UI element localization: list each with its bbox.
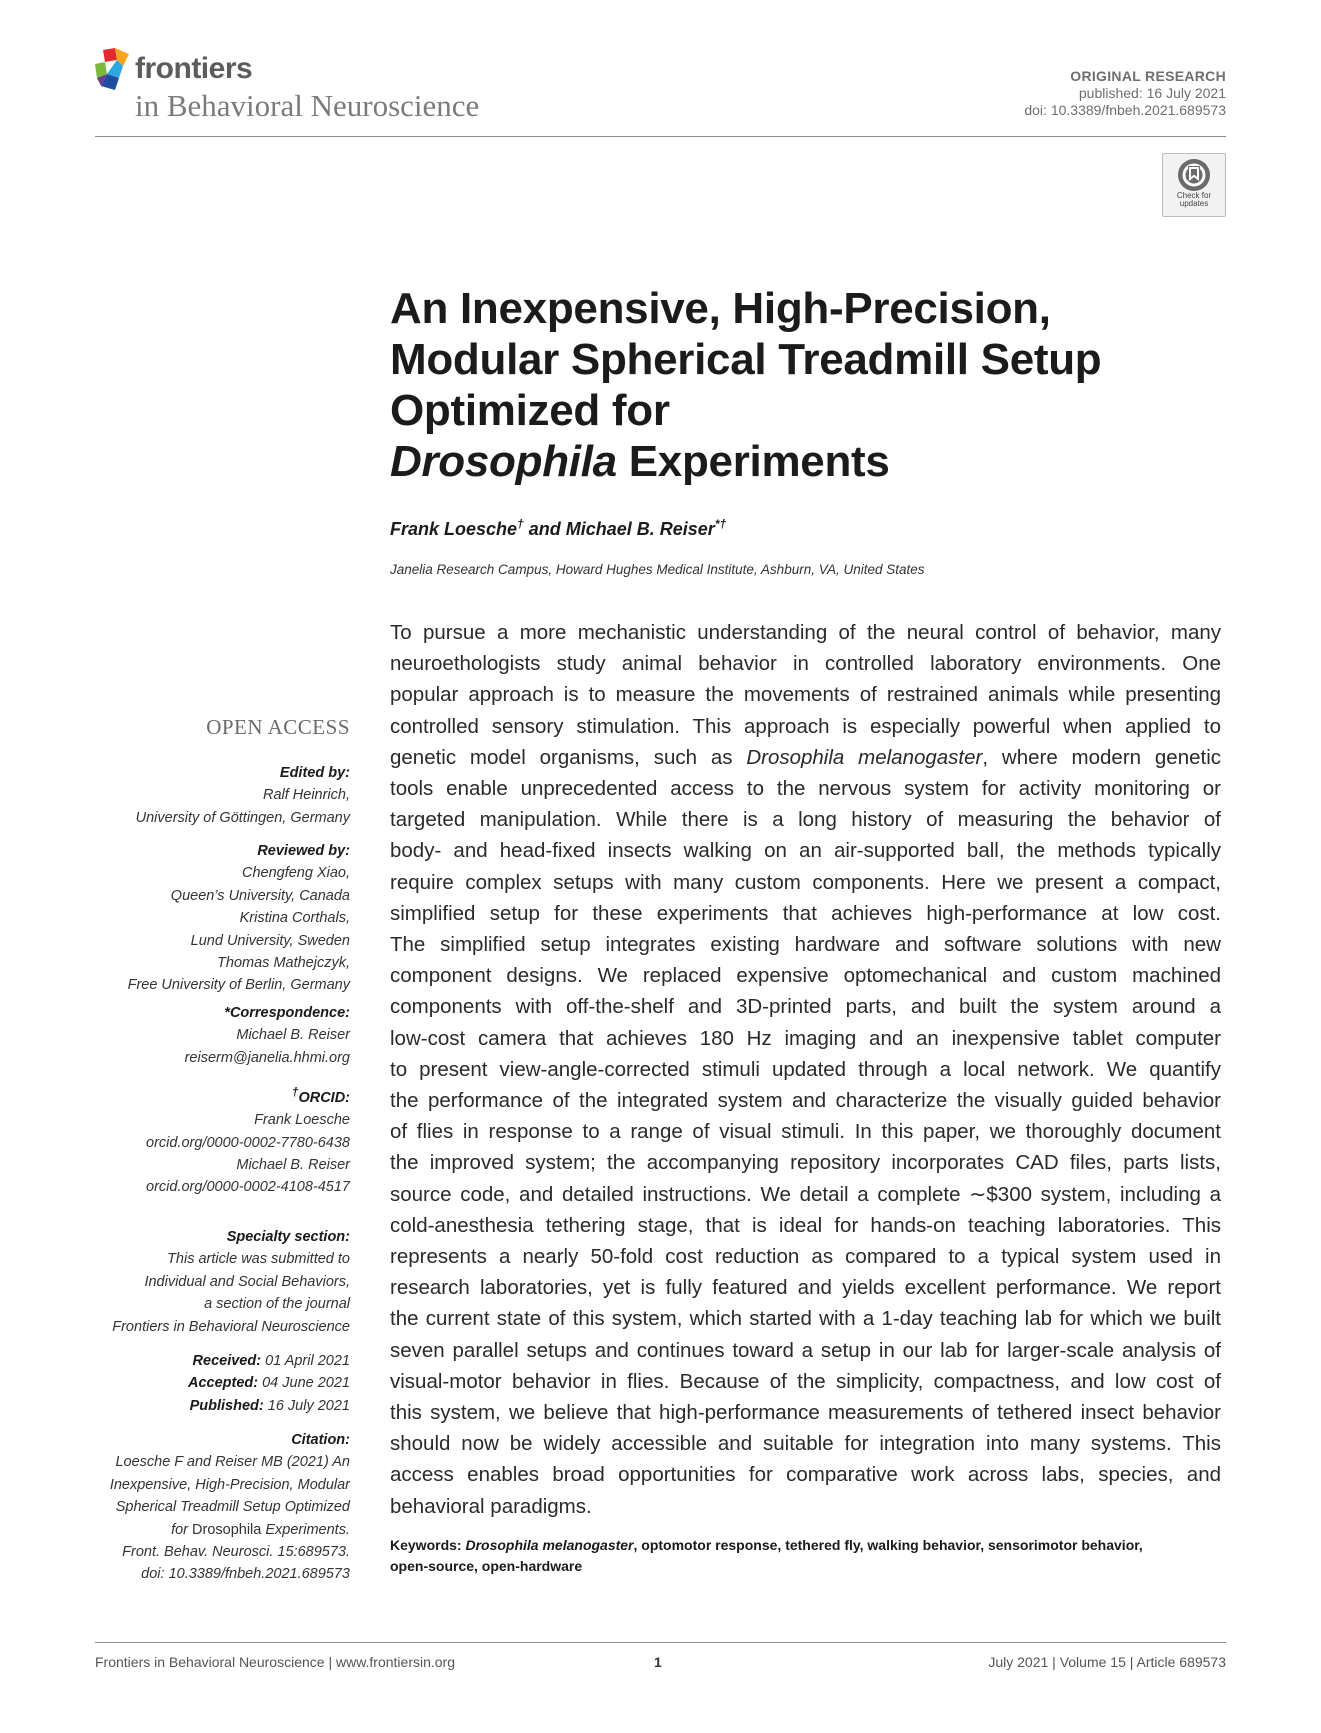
author-1-mark: † [517,517,524,531]
abstract-line: To pursue a more mechanistic understanding of the neural control of behavior, many [390,621,1221,644]
author-join: and [523,519,566,539]
abstract-italic: Drosophila melanogaster [746,745,983,769]
received-label: Received: [192,1353,262,1369]
received-line [50,1350,350,1372]
reviewer-line: Chengfeng Xiao, [241,865,350,882]
published-date: 16 July 2021 [263,1397,350,1414]
abstract-line: of flies in response to a range of visual stimuli. In this paper, we thoroughly document [390,1120,1221,1144]
editor-affiliation: University of Göttingen, Germany [135,809,350,826]
reviewer-line: Queen’s University, Canada [170,887,350,904]
orcid-block [50,1081,350,1199]
article-type: ORIGINAL RESEARCH [1070,68,1226,84]
page-number: 1 [654,1654,662,1670]
abstract-line: simplified setup for these experiments that achieves high-performance at low cost. [390,901,1221,925]
specialty-line: This article was submitted to [167,1251,350,1268]
keyword-italic: Drosophila melanogaster [465,1537,634,1553]
published-line [50,1395,350,1417]
accepted-label: Accepted: [187,1375,259,1392]
abstract-line: body- and head-fixed insects walking on an air-supported ball, the methods typically [390,839,1221,863]
abstract-line: research laboratories, yet is fully featured and yields excellent performance. We report [390,1276,1221,1300]
orcid-line: Michael B. Reiser [236,1157,350,1174]
citation-experiments: Experiments. [261,1521,350,1538]
dates-block [50,1350,350,1417]
keywords-label: Keywords: [390,1537,466,1553]
specialty-block [50,1226,350,1338]
citation-block [50,1429,350,1586]
reviewer-line: Free University of Berlin, Germany [127,977,350,994]
abstract-line: low-cost camera that achieves 180 Hz imaging and an inexpensive tablet computer [390,1026,1221,1050]
title-italic: Drosophila [390,437,617,486]
accepted-date: 04 June 2021 [258,1375,350,1392]
correspondence-block [50,1002,350,1069]
abstract-line: source code, and detailed instructions. We detail a complete ∼$300 system, including a [390,1182,1221,1206]
abstract-line: to present view-angle-corrected stimuli updated through a local network. We quantify [390,1057,1221,1081]
citation-for: for [171,1521,193,1538]
published-label: Published: [189,1397,264,1414]
correspondence-name: Michael B. Reiser [236,1027,350,1044]
orcid-heading [50,1081,350,1109]
specialty-line: Individual and Social Behaviors, [144,1273,350,1290]
reviewers-block [50,840,350,997]
citation-line: Inexpensive, High-Precision, Modular [109,1476,350,1493]
abstract-line: components with off-the-shelf and 3D-printed parts, and built the system around a [390,995,1221,1019]
author-list [390,517,726,540]
footer-divider [95,1642,1226,1643]
accepted-line [50,1372,350,1394]
frontiers-logo-icon [93,48,131,90]
reviewer-line: Thomas Mathejczyk, [217,955,350,972]
published-date: published: 16 July 2021 [1078,85,1226,101]
orcid-link[interactable]: orcid.org/0000-0002-4108-4517 [146,1179,350,1196]
correspondence-heading: *Correspondence: [224,1005,350,1021]
reviewed-by-heading: Reviewed by: [257,843,350,859]
citation-species: Drosophila [192,1521,262,1538]
keywords-rest: , optomotor response, tethered fly, walking behavior, sensorimotor behavior, [633,1537,1143,1553]
specialty-heading: Specialty section: [226,1229,350,1245]
journal-brand: frontiers [135,52,253,85]
abstract-line [390,742,1221,773]
specialty-line: Frontiers in Behavioral Neuroscience [112,1318,350,1335]
reviewer-line: Kristina Corthals, [239,910,350,927]
orcid-link[interactable]: orcid.org/0000-0002-7780-6438 [146,1134,350,1151]
abstract-line: visual-motor behavior in flies. Because of the simplicity, compactness, and low cost of [390,1369,1221,1393]
citation-doi[interactable]: doi: 10.3389/fnbeh.2021.689573 [141,1566,350,1583]
abstract-line: should now be widely accessible and suitable for integration into many systems. This [390,1432,1221,1456]
article-header-info [1024,68,1226,119]
abstract-line: neuroethologists study animal behavior in controlled laboratory environments. One [390,652,1221,676]
keywords [390,1535,1221,1577]
title-tail: Experiments [616,437,890,486]
orcid-label: ORCID: [298,1089,350,1106]
editor-name: Ralf Heinrich, [262,787,350,804]
article-title [390,283,1210,487]
author-2[interactable]: Michael B. Reiser [565,519,715,539]
abstract-line: access enables broad opportunities for comparative work across labs, species, and [390,1463,1221,1487]
edited-by-heading: Edited by: [279,765,350,781]
journal-name: in Behavioral Neuroscience [135,88,480,123]
header-divider [95,136,1226,137]
abstract-text: , where modern genetic [982,745,1221,769]
author-2-mark: *† [714,517,727,531]
doi-link[interactable]: doi: 10.3389/fnbeh.2021.689573 [1024,102,1226,118]
crossmark-icon [1177,158,1211,192]
check-for-updates-button[interactable] [1162,153,1226,217]
editor-block [50,762,350,829]
citation-heading: Citation: [291,1432,350,1448]
abstract-line: represents a nearly 50-fold cost reduction as compared to a typical system used in [390,1245,1221,1269]
abstract-line: controlled sensory stimulation. This approach is especially powerful when applied to [390,714,1221,738]
title-line: An Inexpensive, High-Precision, [390,284,1051,333]
abstract-line: require complex setups with many custom components. Here we present a compact, [390,870,1221,894]
correspondence-email[interactable]: reiserm@janelia.hhmi.org [184,1049,350,1066]
orcid-mark: † [291,1085,299,1099]
footer-journal-link[interactable]: Frontiers in Behavioral Neuroscience | www.frontiersin.org [95,1654,456,1670]
abstract-line: the current state of this system, which started with a 1-day teaching lab for which we built [390,1307,1221,1331]
abstract-text: genetic model organisms, such as [390,745,747,769]
affiliation: Janelia Research Campus, Howard Hughes Medical Institute, Ashburn, VA, United States [390,562,925,577]
abstract-line: cold-anesthesia tethering stage, that is ideal for hands-on teaching laboratories. This [390,1213,1221,1237]
abstract-line: the improved system; the accompanying repository incorporates CAD files, parts lists, [390,1151,1221,1175]
abstract-line: behavioral paradigms. [390,1494,592,1518]
reviewer-line: Lund University, Sweden [190,932,350,949]
citation-line: Front. Behav. Neurosci. 15:689573. [122,1544,350,1561]
citation-line: Loesche F and Reiser MB (2021) An [115,1454,350,1471]
abstract-line: component designs. We replaced expensive optomechanical and custom machined [390,964,1221,988]
footer-issue-info: July 2021 | Volume 15 | Article 689573 [988,1654,1226,1670]
orcid-line: Frank Loesche [254,1112,350,1129]
author-1[interactable]: Frank Loesche [390,519,518,539]
abstract [390,617,1221,1522]
keywords-line [390,1535,1221,1556]
abstract-line: The simplified setup integrates existing hardware and software solutions with new [390,933,1221,957]
abstract-line: this system, we believe that high-performance measurements of tethered insect behavior [390,1401,1221,1425]
title-line: Optimized for [390,386,670,435]
abstract-line: popular approach is to measure the movements of restrained animals while presenting [390,683,1221,707]
open-access-label: OPEN ACCESS [206,715,350,739]
title-line [390,436,1210,487]
abstract-line: the performance of the integrated system and characterize the visually guided behavior [390,1089,1221,1113]
abstract-line: seven parallel setups and continues toward a setup in our lab for larger-scale analysis of [390,1338,1221,1362]
check-for-label: Check for [1176,191,1212,200]
citation-line [50,1519,350,1541]
keywords-line: open-source, open-hardware [390,1558,583,1574]
title-line: Modular Spherical Treadmill Setup [390,335,1102,384]
citation-line: Spherical Treadmill Setup Optimized [115,1499,350,1516]
received-date: 01 April 2021 [261,1353,350,1369]
abstract-line: tools enable unprecedented access to the nervous system for activity monitoring or [390,777,1221,801]
updates-label: updates [1179,199,1209,208]
journal-logo[interactable] [93,48,533,128]
specialty-line: a section of the journal [204,1296,350,1313]
abstract-line: targeted manipulation. While there is a long history of measuring the behavior of [390,808,1221,832]
